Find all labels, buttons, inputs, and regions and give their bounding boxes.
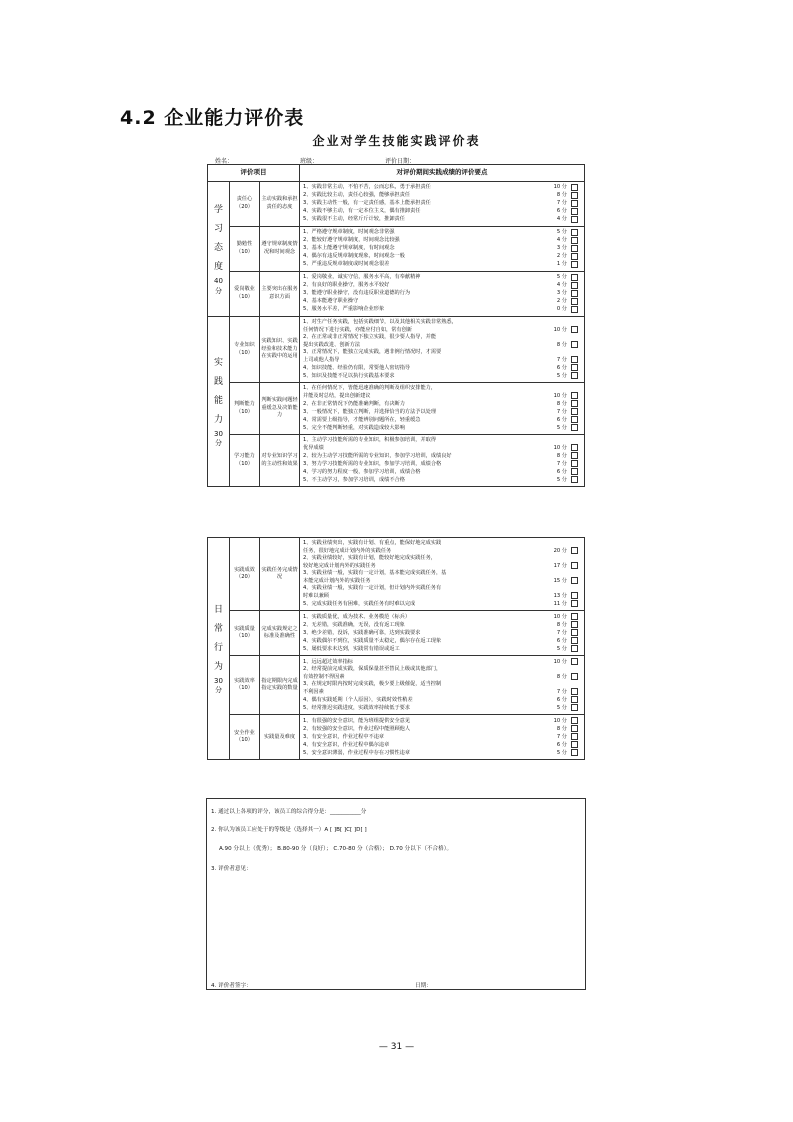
checkbox-icon bbox=[571, 562, 578, 569]
category-unit: 分 bbox=[215, 686, 222, 695]
checkbox-icon bbox=[571, 290, 578, 297]
criteria-score: 6 分 bbox=[556, 637, 567, 644]
criteria-text: 3、正常情况下，能独立完成实践，遇非例行情况时，才需要 上司或他人指导 bbox=[303, 349, 442, 363]
criteria-text: 3、实践主动性一般，有一定责任感，基本上能承担责任 bbox=[303, 200, 431, 207]
evaluation-row bbox=[208, 182, 585, 227]
criteria-text: 5、完全不能判断轻重，对实践造成较大影响 bbox=[303, 424, 405, 431]
category-char: 习 bbox=[213, 224, 223, 235]
criteria-text: 5、经常推迟实践进度，实践效率持续低于要求 bbox=[303, 704, 411, 711]
criteria-score: 17 分 bbox=[553, 562, 567, 569]
criteria-item bbox=[303, 319, 581, 334]
class-label: 班级： bbox=[300, 158, 319, 165]
criteria-text: 4、有安全意识，作业过程中偶尔违章 bbox=[303, 741, 390, 748]
criteria-score: 5 分 bbox=[556, 749, 567, 756]
criteria-item bbox=[303, 613, 581, 621]
criteria-item bbox=[303, 229, 581, 237]
criteria-text: 4、偶尔有违反规章制度现象，时间观念一般 bbox=[303, 253, 405, 260]
criteria-cell bbox=[300, 227, 585, 272]
criteria-item bbox=[303, 424, 581, 432]
checkbox-icon bbox=[571, 444, 578, 451]
criteria-cell bbox=[300, 538, 585, 611]
criteria-item bbox=[303, 200, 581, 208]
criteria-text: 1、对生产任务实践，包括实践细节，以及其他相关实践非常熟悉， 任何情况下进行实践，亦能应付自如，常有创新 bbox=[303, 319, 457, 333]
header-points: 对评价期间实践成绩的评价要点 bbox=[300, 165, 585, 182]
criteria-text: 5、知识及技能不足以执行实践基本要求 bbox=[303, 372, 395, 379]
criteria-item bbox=[303, 704, 581, 712]
checkbox-icon bbox=[571, 637, 578, 644]
checkbox-icon bbox=[571, 400, 578, 407]
evaluation-row bbox=[208, 272, 585, 317]
criteria-text: 2、较为主动学习技能所需的专业知识，参加学习培训，成绩良好 bbox=[303, 452, 452, 459]
criteria-score: 13 分 bbox=[553, 592, 567, 599]
checkbox-icon bbox=[571, 245, 578, 252]
section-heading: 4.2 企业能力评价表 bbox=[120, 107, 305, 129]
sub-item-label: 学习能力（10） bbox=[230, 435, 260, 487]
criteria-text: 2、无差错，实践准确，无误，没有返工现象 bbox=[303, 621, 405, 628]
criteria-text: 1、远远超过效率指标 bbox=[303, 658, 353, 665]
criteria-score: 8 分 bbox=[556, 452, 567, 459]
criteria-score: 4 分 bbox=[556, 237, 567, 244]
criteria-score: 7 分 bbox=[556, 629, 567, 636]
evaluation-row bbox=[208, 317, 585, 383]
criteria-item bbox=[303, 637, 581, 645]
criteria-score: 2 分 bbox=[556, 253, 567, 260]
criteria-item bbox=[303, 600, 581, 608]
criteria-text: 5、完成实践任务有困难，实践任务有时难以完成 bbox=[303, 600, 416, 607]
criteria-score: 10 分 bbox=[553, 444, 567, 451]
criteria-item bbox=[303, 334, 581, 349]
evaluation-row bbox=[208, 227, 585, 272]
checkbox-icon bbox=[571, 592, 578, 599]
criteria-score: 5 分 bbox=[556, 424, 567, 431]
criteria-score: 6 分 bbox=[556, 696, 567, 703]
criteria-text: 2、有良好的职业操守，服务水平较好 bbox=[303, 282, 390, 289]
criteria-text: 4、常需要上级指导，才能辨别问题所在，轻重缓急 bbox=[303, 416, 421, 423]
checkbox-icon bbox=[571, 600, 578, 607]
criteria-score: 5 分 bbox=[556, 274, 567, 281]
criteria-text: 4、实践偶尔不到位，实践质量不太稳定，偶尔存在返工现象 bbox=[303, 637, 442, 644]
criteria-item bbox=[303, 245, 581, 253]
criteria-score: 6 分 bbox=[556, 364, 567, 371]
criteria-item bbox=[303, 570, 581, 585]
checkbox-icon bbox=[571, 216, 578, 223]
sub-item-label: 实践质量（10） bbox=[230, 611, 260, 656]
criteria-text: 1、实践非常主动，不怕不苦，公而忘私，勇于承担责任 bbox=[303, 184, 431, 191]
evaluation-standard: 实践任务完成情况 bbox=[260, 538, 300, 611]
criteria-item bbox=[303, 349, 581, 364]
category-char: 度 bbox=[213, 262, 223, 273]
criteria-cell bbox=[300, 383, 585, 435]
criteria-text: 5、不主动学习，参加学习培训，成绩不合格 bbox=[303, 476, 405, 483]
checkbox-icon bbox=[571, 282, 578, 289]
criteria-score: 7 分 bbox=[556, 356, 567, 363]
criteria-text: 1、主动学习技能所需的专业知识，积极参加培训，并取得 优异成绩 bbox=[303, 437, 437, 451]
criteria-cell bbox=[300, 272, 585, 317]
checkbox-icon bbox=[571, 704, 578, 711]
category-cell bbox=[208, 317, 230, 487]
criteria-text: 2、在非正常情况下仍能准确判断，有决断力 bbox=[303, 400, 405, 407]
criteria-item bbox=[303, 629, 581, 637]
criteria-item bbox=[303, 555, 581, 570]
checkbox-icon bbox=[571, 306, 578, 313]
category-char: 实 bbox=[213, 358, 223, 369]
evaluation-row bbox=[208, 715, 585, 760]
criteria-score: 5 分 bbox=[556, 476, 567, 483]
name-label: 姓名： bbox=[215, 158, 234, 165]
criteria-item bbox=[303, 290, 581, 298]
criteria-text: 2、有较强的安全意识，作业过程中能照顾他人 bbox=[303, 725, 411, 732]
criteria-score: 10 分 bbox=[553, 184, 567, 191]
criteria-item bbox=[303, 274, 581, 282]
criteria-item bbox=[303, 725, 581, 733]
criteria-item bbox=[303, 733, 581, 741]
criteria-item bbox=[303, 696, 581, 704]
checkbox-icon bbox=[571, 725, 578, 732]
criteria-score: 8 分 bbox=[556, 725, 567, 732]
criteria-text: 4、偶有实践延期（个人原因），实践时效性稍差 bbox=[303, 696, 413, 703]
criteria-score: 8 分 bbox=[556, 621, 567, 628]
criteria-score: 8 分 bbox=[556, 400, 567, 407]
criteria-item bbox=[303, 468, 581, 476]
form-title: 企业对学生技能实践评价表 bbox=[312, 134, 481, 148]
checkbox-icon bbox=[571, 658, 578, 665]
header-item: 评价项目 bbox=[208, 165, 300, 182]
criteria-score: 8 分 bbox=[556, 673, 567, 680]
criteria-score: 5 分 bbox=[556, 645, 567, 652]
evaluation-standard: 遵守规章制度情况和时间观念 bbox=[260, 227, 300, 272]
evaluation-standard: 对专业知识学习的主动性和效果 bbox=[260, 435, 300, 487]
criteria-score: 6 分 bbox=[556, 741, 567, 748]
checkbox-icon bbox=[571, 274, 578, 281]
criteria-score: 6 分 bbox=[556, 416, 567, 423]
checkbox-icon bbox=[571, 424, 578, 431]
criteria-text: 2、在正常或非正常情况下独立实践，很少要人指导，并能 提出实践改进、创新方法 bbox=[303, 334, 437, 348]
sub-item-label: 专业知识（10） bbox=[230, 317, 260, 383]
criteria-score: 0 分 bbox=[556, 306, 567, 313]
criteria-text: 4、基本能遵守职业操守 bbox=[303, 298, 359, 305]
checkbox-icon bbox=[571, 200, 578, 207]
criteria-item bbox=[303, 261, 581, 269]
criteria-text: 1、严格遵守规章制度，时间观念非常强 bbox=[303, 229, 395, 236]
criteria-score: 5 分 bbox=[556, 372, 567, 379]
checkbox-icon bbox=[571, 341, 578, 348]
summary-section bbox=[206, 798, 586, 990]
criteria-score: 3 分 bbox=[556, 290, 567, 297]
checkbox-icon bbox=[571, 372, 578, 379]
criteria-score: 10 分 bbox=[553, 658, 567, 665]
checkbox-icon bbox=[571, 452, 578, 459]
criteria-score: 7 分 bbox=[556, 688, 567, 695]
criteria-item bbox=[303, 192, 581, 200]
criteria-item bbox=[303, 741, 581, 749]
checkbox-icon bbox=[571, 416, 578, 423]
criteria-text: 5、屡低要求未达到，实践常有错误或返工 bbox=[303, 645, 400, 652]
evaluation-standard: 主要突出在服务意识方面 bbox=[260, 272, 300, 317]
checkbox-icon bbox=[571, 392, 578, 399]
evaluation-row bbox=[208, 538, 585, 611]
category-unit: 分 bbox=[215, 286, 222, 295]
criteria-text: 3、有安全意识，作业过程中不违章 bbox=[303, 733, 385, 740]
evaluator-signature-label: 4. 评价者签字： bbox=[211, 983, 252, 989]
category-char: 力 bbox=[213, 414, 223, 425]
criteria-text: 3、在规定时限内按时完成实践，极少要上级催促，适当控制 不利因素 bbox=[303, 681, 442, 695]
criteria-text: 3、绝少差错，没诉，实践准确可靠，达到实践要求 bbox=[303, 629, 421, 636]
criteria-text: 1、实践质量优，成为技术、业务模范（标兵） bbox=[303, 613, 411, 620]
criteria-text: 1、有很强的安全意识，能为班组提供安全意见 bbox=[303, 717, 411, 724]
criteria-item bbox=[303, 460, 581, 468]
criteria-cell bbox=[300, 182, 585, 227]
checkbox-icon bbox=[571, 629, 578, 636]
checkbox-icon bbox=[571, 364, 578, 371]
category-char: 日 bbox=[213, 605, 223, 616]
criteria-score: 5 分 bbox=[556, 704, 567, 711]
checkbox-icon bbox=[571, 261, 578, 268]
checkbox-icon bbox=[571, 192, 578, 199]
checkbox-icon bbox=[571, 208, 578, 215]
evaluation-row bbox=[208, 656, 585, 715]
criteria-item bbox=[303, 364, 581, 372]
checkbox-icon bbox=[571, 476, 578, 483]
evaluation-standard: 指定期限内完成指定实践的数量 bbox=[260, 656, 300, 715]
checkbox-icon bbox=[571, 733, 578, 740]
criteria-item bbox=[303, 400, 581, 408]
sub-item-label: 实践成效（20） bbox=[230, 538, 260, 611]
criteria-score: 4 分 bbox=[556, 216, 567, 223]
criteria-score: 8 分 bbox=[556, 341, 567, 348]
criteria-item bbox=[303, 585, 581, 600]
checkbox-icon bbox=[571, 696, 578, 703]
criteria-text: 1、爱岗敬业，诚实守信，服务水平高，有奉献精神 bbox=[303, 274, 421, 281]
criteria-text: 5、严重违反规章制度或时间观念很差 bbox=[303, 261, 390, 268]
criteria-item bbox=[303, 216, 581, 224]
category-char: 行 bbox=[213, 642, 223, 653]
sub-item-label: 实践效率（10） bbox=[230, 656, 260, 715]
criteria-text: 2、能较好遵守规章制度，时间观念比较强 bbox=[303, 237, 400, 244]
checkbox-icon bbox=[571, 253, 578, 260]
checkbox-icon bbox=[571, 749, 578, 756]
evaluation-table-2 bbox=[207, 537, 585, 760]
evaluation-table-1 bbox=[207, 164, 585, 487]
category-char: 践 bbox=[213, 376, 223, 387]
page-number: — 31 — bbox=[378, 1042, 415, 1052]
criteria-item bbox=[303, 749, 581, 757]
category-cell bbox=[208, 538, 230, 760]
criteria-score: 3 分 bbox=[556, 245, 567, 252]
sub-item-label: 勤勉性 （10） bbox=[230, 227, 260, 272]
checkbox-icon bbox=[571, 408, 578, 415]
evaluation-row bbox=[208, 611, 585, 656]
checkbox-icon bbox=[571, 547, 578, 554]
criteria-item bbox=[303, 282, 581, 290]
criteria-score: 10 分 bbox=[553, 392, 567, 399]
criteria-score: 1 分 bbox=[556, 261, 567, 268]
checkbox-icon bbox=[571, 298, 578, 305]
category-cell bbox=[208, 182, 230, 317]
criteria-text: 3、基本上能遵守规章制度，有时间观念 bbox=[303, 245, 395, 252]
criteria-text: 4、学习的努力程度一般，参加学习培训，成绩合格 bbox=[303, 468, 421, 475]
checkbox-icon bbox=[571, 577, 578, 584]
grade-line: 2. 你认为该员工应处于的等级是（选择其一）A [ ]B[ ]C[ ]D[ ] bbox=[211, 827, 367, 833]
criteria-score: 8 分 bbox=[556, 192, 567, 199]
criteria-item bbox=[303, 681, 581, 696]
sub-item-label: 判断能力（10） bbox=[230, 383, 260, 435]
criteria-item bbox=[303, 372, 581, 380]
criteria-item bbox=[303, 237, 581, 245]
criteria-item bbox=[303, 306, 581, 314]
criteria-score: 6 分 bbox=[556, 208, 567, 215]
checkbox-icon bbox=[571, 613, 578, 620]
category-char: 态 bbox=[213, 243, 223, 254]
category-score: 40 bbox=[214, 276, 223, 285]
evaluation-standard: 判断实践问题轻重缓急及决策能力 bbox=[260, 383, 300, 435]
evaluator-opinion-label: 3. 评价者意见： bbox=[211, 866, 252, 872]
criteria-score: 15 分 bbox=[553, 577, 567, 584]
criteria-score: 10 分 bbox=[553, 326, 567, 333]
checkbox-icon bbox=[571, 460, 578, 467]
criteria-score: 7 分 bbox=[556, 460, 567, 467]
sub-item-label: 爱岗敬业（10） bbox=[230, 272, 260, 317]
criteria-text: 5、服务水平差，严重影响企业形象 bbox=[303, 306, 385, 313]
criteria-item bbox=[303, 666, 581, 681]
category-char: 常 bbox=[213, 624, 223, 634]
grade-options: A.90 分以上（优秀）； B.80-90 分（良好）； C.70-80 分（合格）； D.70 分以下（不合格）。 bbox=[219, 846, 453, 852]
criteria-text: 1、在任何情况下，皆能迅速准确的判断及组织安排能力， 并能及时总结，提出创新建议 bbox=[303, 385, 437, 399]
checkbox-icon bbox=[571, 237, 578, 244]
criteria-text: 5、实践很不主动，经常斤斤计较，推卸责任 bbox=[303, 216, 405, 223]
checkbox-icon bbox=[571, 645, 578, 652]
criteria-item bbox=[303, 645, 581, 653]
criteria-score: 2 分 bbox=[556, 298, 567, 305]
criteria-text: 4、实践业绩一般，实践有一定计划，但计划内外实践任务有 时难以兼顾 bbox=[303, 585, 442, 599]
criteria-text: 4、实践不够主动，有一定本位主义，偶有推卸责任 bbox=[303, 208, 421, 215]
criteria-text: 2、实践比较主动，责任心较强，能够承担责任 bbox=[303, 192, 411, 199]
criteria-item bbox=[303, 208, 581, 216]
evaluation-date-label: 日期： bbox=[415, 983, 432, 989]
criteria-text: 3、能遵守职业操守，没有违反职业道德的行为 bbox=[303, 290, 411, 297]
criteria-item bbox=[303, 621, 581, 629]
criteria-text: 3、实践业绩一般，实践有一定计划，基本能完成实践任务，基 本能完成计划内外的实践任务 bbox=[303, 570, 447, 584]
sub-item-label: 责任心 （20） bbox=[230, 182, 260, 227]
criteria-item bbox=[303, 416, 581, 424]
criteria-score: 5 分 bbox=[556, 229, 567, 236]
criteria-item bbox=[303, 452, 581, 460]
criteria-item bbox=[303, 540, 581, 555]
criteria-item bbox=[303, 298, 581, 306]
category-char: 学 bbox=[213, 205, 223, 216]
evaluation-standard: 实践知识、实践经验和技术能力在实践中的运用 bbox=[260, 317, 300, 383]
criteria-text: 2、实践业绩较好，实践有计划，能较好地完成实践任务， 较好地完成计划内外的实践任务 bbox=[303, 555, 436, 569]
category-score: 30 bbox=[214, 676, 223, 685]
checkbox-icon bbox=[571, 468, 578, 475]
criteria-score: 6 分 bbox=[556, 468, 567, 475]
criteria-cell bbox=[300, 611, 585, 656]
evaluation-standard: 实践量及难度 bbox=[260, 715, 300, 760]
criteria-text: 4、知识技能、经验仍有限，常要他人密切指导 bbox=[303, 364, 411, 371]
criteria-item bbox=[303, 437, 581, 452]
checkbox-icon bbox=[571, 717, 578, 724]
criteria-text: 2、经常提前完成实践，保质保量甚至替民上级或其他部门， 有效控制不得因素 bbox=[303, 666, 442, 680]
category-unit: 分 bbox=[215, 439, 222, 448]
criteria-text: 3、一般情况下，能独立判断，并选择恰当的方法予以处理 bbox=[303, 408, 437, 415]
criteria-cell bbox=[300, 435, 585, 487]
criteria-item bbox=[303, 717, 581, 725]
criteria-item bbox=[303, 253, 581, 261]
checkbox-icon bbox=[571, 688, 578, 695]
criteria-score: 4 分 bbox=[556, 282, 567, 289]
criteria-item bbox=[303, 476, 581, 484]
total-score-line: 1. 通过以上各项的评分，该员工的综合得分是：___________分 bbox=[211, 809, 367, 815]
checkbox-icon bbox=[571, 673, 578, 680]
evaluation-standard: 主动实践和承担责任的态度 bbox=[260, 182, 300, 227]
checkbox-icon bbox=[571, 741, 578, 748]
checkbox-icon bbox=[571, 184, 578, 191]
criteria-cell bbox=[300, 715, 585, 760]
evaluation-row bbox=[208, 383, 585, 435]
category-char: 为 bbox=[213, 661, 223, 672]
criteria-score: 11 分 bbox=[553, 600, 567, 607]
criteria-item bbox=[303, 385, 581, 400]
criteria-score: 20 分 bbox=[553, 547, 567, 554]
criteria-cell bbox=[300, 656, 585, 715]
evaluation-standard: 完成实践规定之标准及准确性 bbox=[260, 611, 300, 656]
checkbox-icon bbox=[571, 356, 578, 363]
criteria-text: 3、努力学习技能所需的专业知识，参加学习培训，成绩合格 bbox=[303, 460, 442, 467]
criteria-text: 1、实践业绩突出，实践有计划、有重点，能保好地完成实践 任务，很好地完成计划内外的实践任务 bbox=[303, 540, 442, 554]
criteria-score: 7 分 bbox=[556, 200, 567, 207]
criteria-score: 7 分 bbox=[556, 408, 567, 415]
checkbox-icon bbox=[571, 621, 578, 628]
sub-item-label: 安全作业（10） bbox=[230, 715, 260, 760]
criteria-score: 7 分 bbox=[556, 733, 567, 740]
checkbox-icon bbox=[571, 326, 578, 333]
evaluation-row bbox=[208, 435, 585, 487]
criteria-score: 10 分 bbox=[553, 717, 567, 724]
category-score: 30 bbox=[214, 429, 223, 438]
date-label: 评价日期： bbox=[385, 158, 416, 165]
checkbox-icon bbox=[571, 229, 578, 236]
criteria-cell bbox=[300, 317, 585, 383]
criteria-item bbox=[303, 184, 581, 192]
criteria-text: 5、安全意识薄弱，作业过程中存在习惯性违章 bbox=[303, 749, 411, 756]
criteria-item bbox=[303, 408, 581, 416]
category-char: 能 bbox=[213, 395, 223, 406]
criteria-score: 10 分 bbox=[553, 613, 567, 620]
